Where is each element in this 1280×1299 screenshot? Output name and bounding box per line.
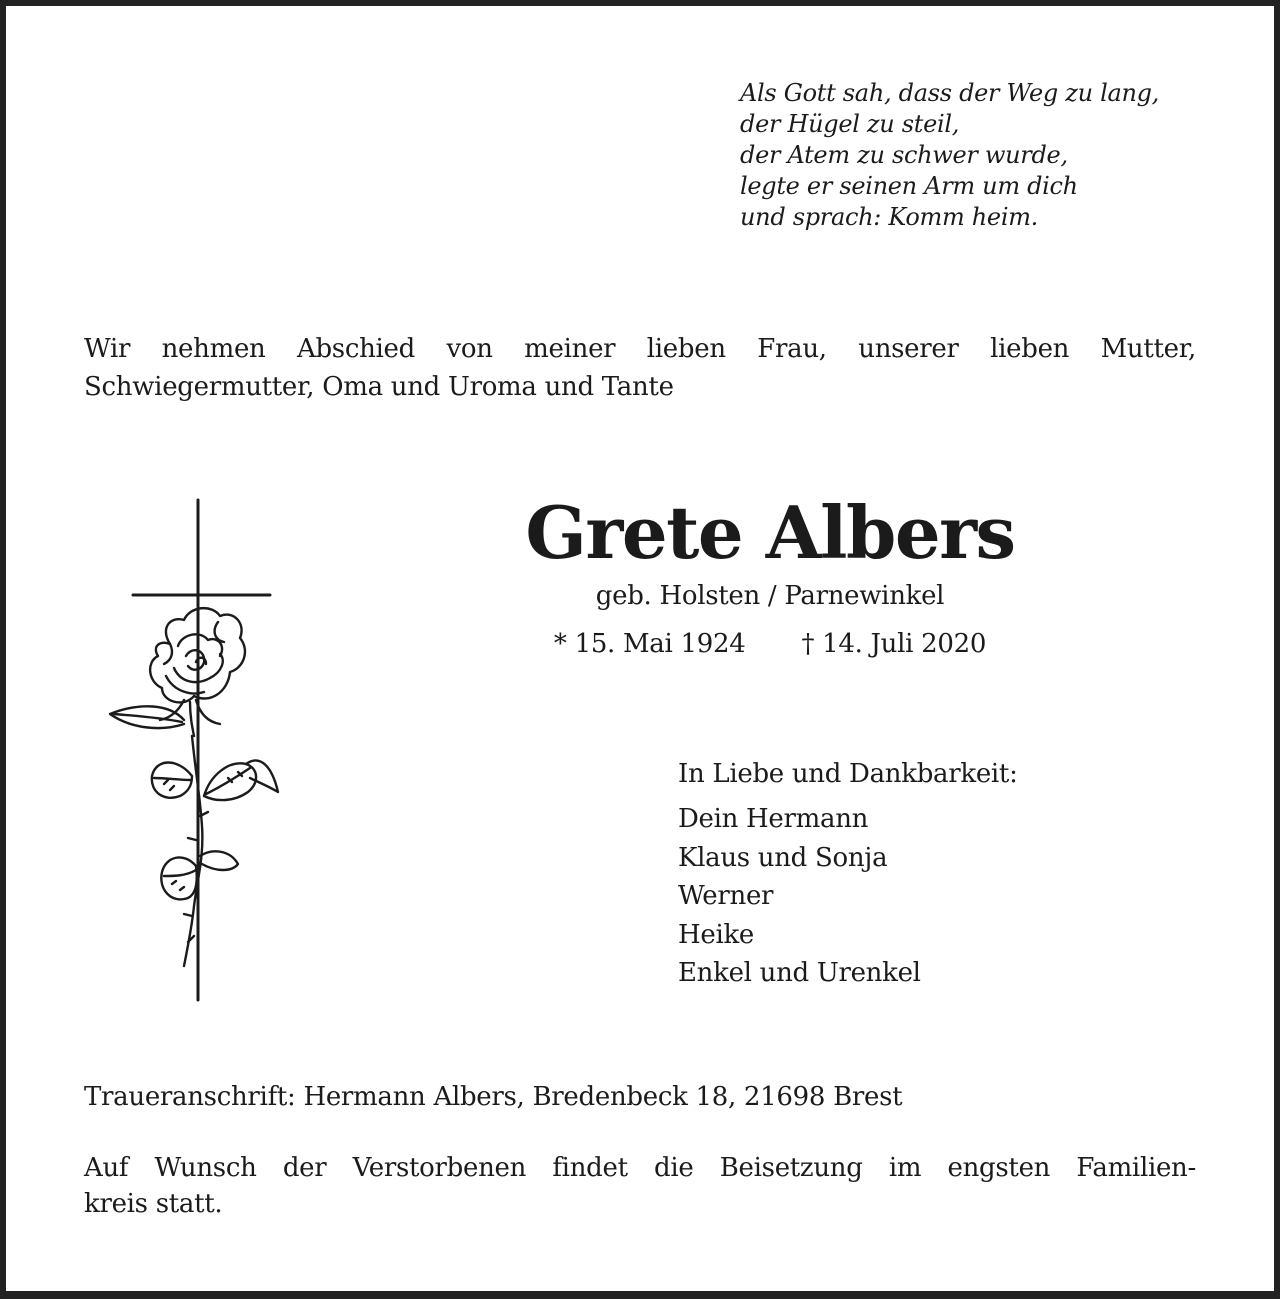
poem xyxy=(740,78,1159,233)
deceased-name: Grete Albers xyxy=(525,490,1015,575)
mourner-name: Enkel und Urenkel xyxy=(678,958,921,988)
mourning-address: Traueranschrift: Hermann Albers, Bredenbeck 18, 21698 Brest xyxy=(84,1082,903,1112)
note-line: Auf Wunsch der Verstorbenen findet die Beisetzung im engsten Familien- xyxy=(84,1153,1196,1183)
poem-line: und sprach: Komm heim. xyxy=(740,203,1038,231)
mourner-name: Heike xyxy=(678,919,755,950)
birth-date: * 15. Mai 1924 xyxy=(553,629,746,659)
intro-line: Schwiegermutter, Oma und Uroma und Tante xyxy=(84,372,674,402)
life-dates xyxy=(500,626,1040,662)
mourner-name: Klaus und Sonja xyxy=(678,842,888,873)
mourners-heading: In Liebe und Dankbarkeit: xyxy=(678,759,1018,789)
cross-with-rose-icon xyxy=(100,496,290,1006)
note-line: kreis statt. xyxy=(84,1189,223,1219)
poem-line: der Atem zu schwer wurde, xyxy=(740,141,1068,169)
mourner-name: Werner xyxy=(678,881,774,911)
death-date: † 14. Juli 2020 xyxy=(801,629,987,659)
farewell-intro xyxy=(84,330,1196,406)
mourner-name: Dein Hermann xyxy=(678,804,869,834)
poem-line: Als Gott sah, dass der Weg zu lang, xyxy=(740,79,1160,107)
mourners-block xyxy=(678,756,1018,993)
poem-line: der Hügel zu steil, xyxy=(740,110,960,138)
intro-line: Wir nehmen Abschied von meiner lieben Frau, unserer lieben Mutter, xyxy=(84,334,1196,364)
birth-name: geb. Holsten / Parnewinkel xyxy=(595,581,945,611)
poem-line: legte er seinen Arm um dich xyxy=(740,172,1078,200)
burial-note xyxy=(84,1150,1196,1222)
